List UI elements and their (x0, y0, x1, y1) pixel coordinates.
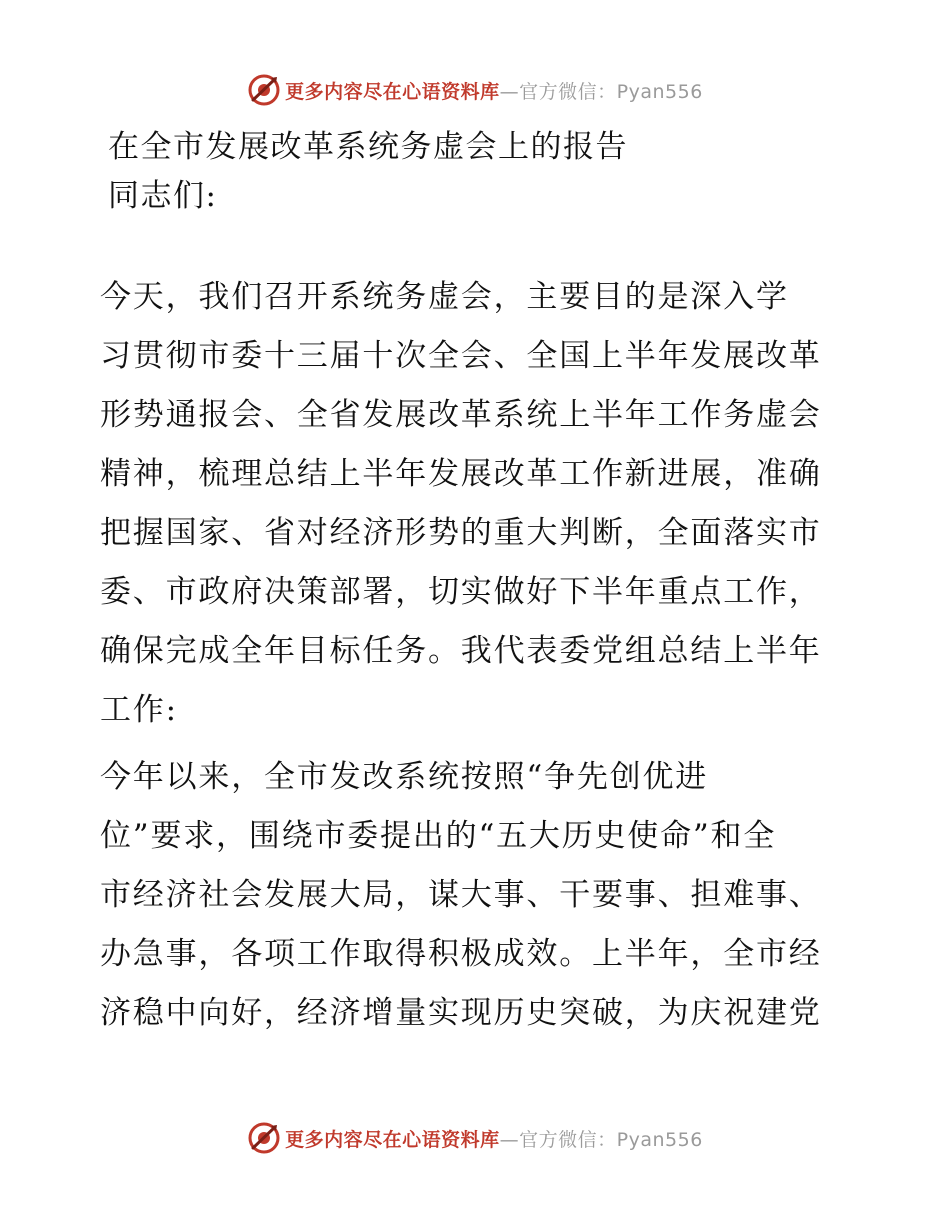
brand-logo-icon (247, 1121, 281, 1155)
header-banner (0, 70, 950, 110)
text-line: 把握国家、省对经济形势的重大判断，全面落实市 (100, 515, 822, 551)
text-line: 今年以来，全市发改系统按照“争先创优进 (100, 759, 709, 795)
banner-text (285, 77, 703, 104)
text-line: 市经济社会发展大局，谋大事、干要事、担难事、 (100, 877, 822, 913)
text-line: 委、市政府决策部署，切实做好下半年重点工作， (100, 574, 822, 610)
paragraph-2 (100, 748, 860, 1043)
footer-banner (0, 1118, 950, 1158)
banner-red-text: 更多内容尽在心语资料库 (285, 80, 500, 103)
text-line: 精神，梳理总结上半年发展改革工作新进展，准确 (100, 456, 822, 492)
text-line: 工作: (100, 692, 178, 728)
salutation: 同志们: (108, 178, 218, 214)
text-line: 形势通报会、全省发展改革系统上半年工作务虚会 (100, 397, 822, 433)
text-line: 位”要求，围绕市委提出的“五大历史使命”和全 (100, 818, 777, 854)
banner-red-text: 更多内容尽在心语资料库 (285, 1128, 500, 1151)
banner-grey-text: —官方微信：Pyan556 (499, 1128, 703, 1151)
banner-text (285, 1125, 703, 1152)
text-line: 习贯彻市委十三届十次全会、全国上半年发展改革 (100, 338, 822, 374)
document-title: 在全市发展改革系统务虚会上的报告 (108, 129, 628, 165)
text-line: 今天，我们召开系统务虚会，主要目的是深入学 (100, 279, 789, 315)
paragraph-1 (100, 268, 860, 740)
text-line: 确保完成全年目标任务。我代表委党组总结上半年 (100, 633, 822, 669)
banner-grey-text: —官方微信：Pyan556 (499, 80, 703, 103)
text-line: 办急事，各项工作取得积极成效。上半年，全市经 (100, 936, 822, 972)
brand-logo-icon (247, 73, 281, 107)
text-line: 济稳中向好，经济增量实现历史突破，为庆祝建党 (100, 995, 822, 1031)
